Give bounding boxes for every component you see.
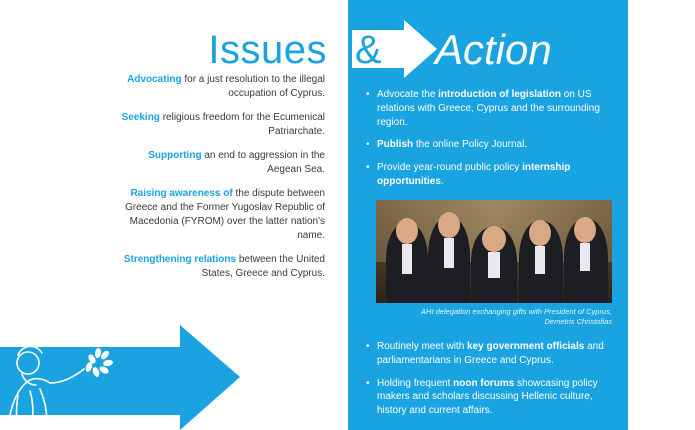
photo-face [396, 218, 418, 244]
issue-item [115, 111, 325, 139]
photo-shirt [535, 246, 545, 274]
action-item [366, 138, 616, 152]
action-item [366, 88, 616, 129]
photo-shirt [488, 252, 500, 278]
action-text: Holding frequent [377, 377, 454, 389]
action-text: the online Policy Journal. [413, 139, 528, 151]
issue-text: between the United States, Greece and Cyprus. [201, 253, 325, 279]
issues-heading: Issues [208, 28, 327, 72]
action-text: Routinely meet with [377, 341, 468, 352]
photo-face [529, 220, 551, 246]
caption-line: AHI delegation exchanging gifts with President of Cyprus, [421, 307, 612, 316]
delegation-photo [376, 200, 612, 303]
action-highlight: Publish [377, 139, 414, 151]
action-text: Advocate the [377, 89, 439, 100]
photo-shirt [402, 244, 412, 274]
photo-shirt [580, 243, 590, 271]
action-list-top [366, 88, 616, 198]
ampersand: & [355, 28, 382, 72]
action-text: on US relations with Greece, Cyprus and the surrounding region. [377, 89, 600, 128]
issue-text: for a just resolution to the illegal occupation of Cyprus. [181, 74, 325, 99]
blue-arrow-shape [0, 325, 240, 430]
issue-item [115, 149, 325, 177]
issue-item [115, 253, 325, 281]
action-text: and parliamentarians in Greece and Cyprus. [377, 341, 604, 366]
action-item [366, 161, 616, 189]
action-highlight: noon forums [453, 377, 515, 389]
right-margin [628, 0, 695, 430]
action-highlight: key government officials [467, 341, 585, 352]
action-text: . [440, 175, 444, 187]
photo-face [438, 212, 460, 238]
action-item [366, 340, 616, 368]
issue-text: an end to aggression in the Aegean Sea. [201, 150, 325, 175]
photo-caption [376, 307, 612, 327]
athena-arrow-illustration [0, 325, 240, 430]
action-item [366, 377, 616, 418]
action-text: Provide year-round public policy [377, 162, 523, 174]
issues-list [115, 73, 325, 291]
photo-shirt [444, 238, 454, 268]
photo-face [482, 226, 506, 252]
action-highlight: internship opportunities [377, 162, 571, 187]
action-heading: Action [435, 26, 552, 73]
caption-line: Demetris Christofias [544, 317, 612, 327]
photo-face [574, 217, 596, 243]
action-text: showcasing policy makers and scholars discussing Hellenic culture, history and current affairs. [377, 377, 598, 417]
action-list-bottom [366, 340, 616, 427]
issue-lead: Strengthening relations [123, 253, 237, 265]
issue-lead: Advocating [127, 74, 182, 85]
issue-text: religious freedom for the Ecumenical Patriarchate. [159, 112, 325, 137]
issue-item [115, 187, 325, 242]
action-highlight: introduction of legislation [438, 89, 561, 100]
issue-lead: Raising awareness of [130, 188, 233, 200]
issue-lead: Seeking [121, 112, 160, 124]
issue-item [115, 73, 325, 101]
issue-lead: Supporting [148, 150, 202, 162]
issue-text: the dispute between Greece and the Former Yugoslav Republic of Macedonia (FYROM) over the latter nation's name. [125, 188, 325, 241]
